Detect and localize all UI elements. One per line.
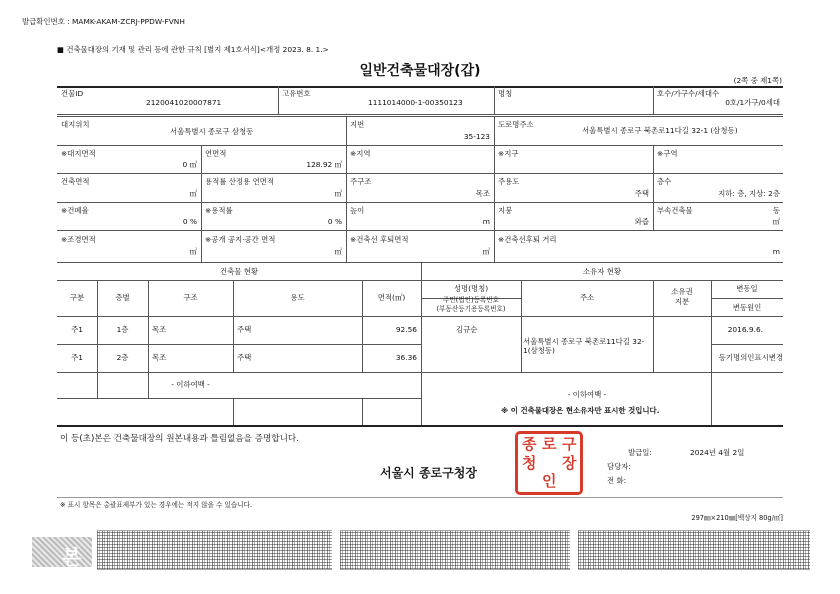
divider [57, 344, 421, 345]
divider [653, 86, 654, 114]
use-label: 주용도 [498, 177, 520, 186]
divider [278, 86, 279, 114]
watermark-text: 본 [62, 545, 82, 569]
row-area: 92.56 [395, 325, 417, 334]
name-label: 명칭 [498, 89, 513, 98]
issue-date-label: 발급일: [628, 448, 652, 457]
divider [57, 173, 783, 174]
issue-date: 2024년 4월 2일 [690, 448, 745, 457]
building-area-label: 건축면적 [61, 177, 90, 186]
divider [57, 116, 783, 117]
landscape-value: ㎡ [189, 247, 197, 256]
col-owner-name: 성명(명칭) [453, 284, 489, 293]
divider [57, 316, 783, 317]
far-area-label: 용적률 산정용 연면적 [205, 177, 274, 186]
floor-area-label: 연면적 [205, 149, 227, 158]
seal-char: 구 [562, 435, 577, 453]
col-change-date: 변동일 [736, 284, 758, 293]
owner-name: 김규순 [456, 325, 478, 334]
annex-unit: 동 [772, 206, 780, 215]
change-date: 2016.9.6. [727, 325, 763, 334]
divider [57, 145, 783, 146]
lot-label: 지번 [350, 120, 365, 129]
row-type: 주1 [71, 325, 83, 334]
structure-label: 주구조 [350, 177, 372, 186]
seal-char: 장 [562, 454, 577, 472]
row-area: 36.36 [395, 353, 417, 362]
public-space-value: ㎡ [334, 247, 342, 256]
page-info: (2쪽 중 제1쪽) [733, 76, 782, 85]
owner-status-title: 소유자 현황 [582, 267, 622, 276]
households-label: 호수/가구수/세대수 [657, 89, 720, 98]
col-owner-reg2: (부동산등기용등록번호) [436, 305, 506, 313]
divider [233, 398, 234, 425]
security-pattern [578, 530, 810, 570]
roof-value: 와즙 [634, 217, 649, 226]
col-area: 면적(㎡) [377, 293, 406, 302]
issue-number: 발급확인번호 : MAMK-AKAM-ZCRJ-PPDW-FVNH [22, 17, 185, 26]
building-blank: - 이하여백 - [171, 380, 210, 389]
public-space-label: ※공개 공지·공간 면적 [205, 235, 276, 244]
table-bottom-border [57, 425, 783, 427]
col-type: 구분 [69, 293, 85, 302]
divider [57, 372, 421, 373]
security-pattern [97, 530, 332, 570]
bcr-value: 0 % [182, 217, 197, 226]
far-label: ※용적률 [205, 206, 233, 215]
floors-label: 층수 [657, 177, 672, 186]
col-owner-reg: 주민(법인)등록번호 [442, 296, 500, 304]
issuer-name: 서울시 종로구청장 [380, 466, 477, 480]
building-id-value: 2120041020007871 [146, 98, 222, 107]
building-area-value: ㎡ [189, 189, 197, 198]
far-area-value: ㎡ [334, 189, 342, 198]
landscape-label: ※조경면적 [61, 235, 96, 244]
owner-note: ※ 이 건축물대장은 현소유자만 표시한 것입니다. [501, 406, 660, 415]
phone-label: 전 화: [607, 476, 627, 485]
lot-value: 35-123 [463, 132, 490, 141]
divider [494, 116, 495, 145]
divider [711, 344, 783, 345]
regulation-note: ■ 건축물대장의 기재 및 관리 등에 관한 규칙 [별지 제1호서식]<개정 2023. 8. 1.> [57, 45, 329, 54]
col-address: 주소 [579, 293, 595, 302]
seal-char: 로 [542, 435, 557, 453]
bcr-label: ※건폐율 [61, 206, 89, 215]
row-floor: 2층 [116, 353, 129, 362]
annex-label: 부속건축물 [657, 206, 693, 215]
table-top-border [57, 86, 783, 88]
setback-area-label: ※건축선 후퇴면적 [350, 235, 409, 244]
row-use: 주택 [237, 325, 252, 334]
divider [653, 145, 654, 230]
row-structure: 목조 [152, 353, 167, 362]
change-cause: 등기명의인표시변경 [718, 353, 783, 362]
height-label: 높이 [350, 206, 365, 215]
seal-char: 인 [542, 472, 557, 490]
floors-value: 지하: 층, 지상: 2층 [718, 189, 780, 198]
owner-address: 서울특별시 종로구 북촌로11다길 32-1(삼청동) [523, 337, 645, 356]
divider [57, 398, 421, 399]
sector-label: ※구역 [657, 149, 678, 158]
security-pattern [340, 530, 570, 570]
district-label: ※지구 [498, 149, 519, 158]
road-value: 서울특별시 종로구 북촌로11다길 32-1 (삼청동) [582, 126, 738, 135]
land-area-value: 0 ㎡ [182, 160, 197, 169]
far-value: 0 % [327, 217, 342, 226]
site-label: 대지위치 [61, 120, 90, 129]
divider [421, 372, 783, 373]
divider [57, 280, 783, 281]
unique-no-label: 고유번호 [282, 89, 311, 98]
col-share: 소유권 [671, 287, 693, 296]
row-structure: 목조 [152, 325, 167, 334]
seal-char: 종 [522, 435, 537, 453]
divider [494, 86, 495, 114]
road-label: 도로명주소 [498, 120, 534, 129]
divider [711, 280, 712, 425]
divider [57, 202, 783, 203]
col-share2: 지분 [674, 297, 690, 306]
seal-char: 청 [522, 454, 537, 472]
site-value: 서울특별시 종로구 삼청동 [170, 127, 254, 136]
divider [57, 230, 783, 231]
setback-dist-label: ※건축선후퇴 거리 [498, 235, 557, 244]
watermark-block [32, 537, 92, 567]
row-use: 주택 [237, 353, 252, 362]
building-id-label: 건물ID [61, 89, 84, 98]
divider [57, 262, 783, 263]
divider [346, 116, 347, 145]
divider [346, 145, 347, 262]
divider [711, 298, 783, 299]
divider [201, 145, 202, 262]
col-use: 용도 [290, 293, 305, 302]
person-label: 담당자: [607, 462, 631, 471]
building-status-title: 건축물 현황 [219, 267, 259, 276]
page-title: 일반건축물대장(갑) [359, 63, 481, 79]
official-seal [515, 431, 583, 495]
col-floor: 층별 [115, 293, 130, 302]
use-value: 주택 [634, 189, 649, 198]
height-value: m [482, 217, 490, 226]
divider [494, 145, 495, 262]
col-structure: 구조 [183, 293, 198, 302]
roof-label: 지붕 [498, 206, 513, 215]
setback-area-value: ㎡ [482, 247, 490, 256]
structure-value: 목조 [475, 189, 490, 198]
households-value: 0호/1가구/0세대 [725, 98, 780, 107]
land-area-label: ※대지면적 [61, 149, 96, 158]
floor-area-value: 128.92 ㎡ [306, 160, 342, 169]
row-type: 주1 [71, 353, 83, 362]
footnote: ※ 표시 항목은 총괄표제부가 있는 경우에는 적지 않을 수 있습니다. [60, 501, 253, 509]
row-floor: 1층 [116, 325, 129, 334]
paper-spec: 297㎜×210㎜[백상지 80g/㎡] [691, 514, 783, 522]
annex-area: ㎡ [772, 217, 780, 226]
col-change-cause: 변동원인 [732, 303, 762, 312]
zone-label: ※지역 [350, 149, 371, 158]
unique-no-value: 1111014000-1-00350123 [368, 98, 463, 107]
setback-dist-value: m [772, 247, 780, 256]
divider [57, 114, 783, 115]
owner-blank: - 이하여백 - [567, 390, 607, 399]
divider [57, 497, 783, 498]
divider [362, 398, 363, 425]
certify-text: 이 등(초)본은 건축물대장의 원본내용과 틀림없음을 증명합니다. [60, 434, 299, 444]
